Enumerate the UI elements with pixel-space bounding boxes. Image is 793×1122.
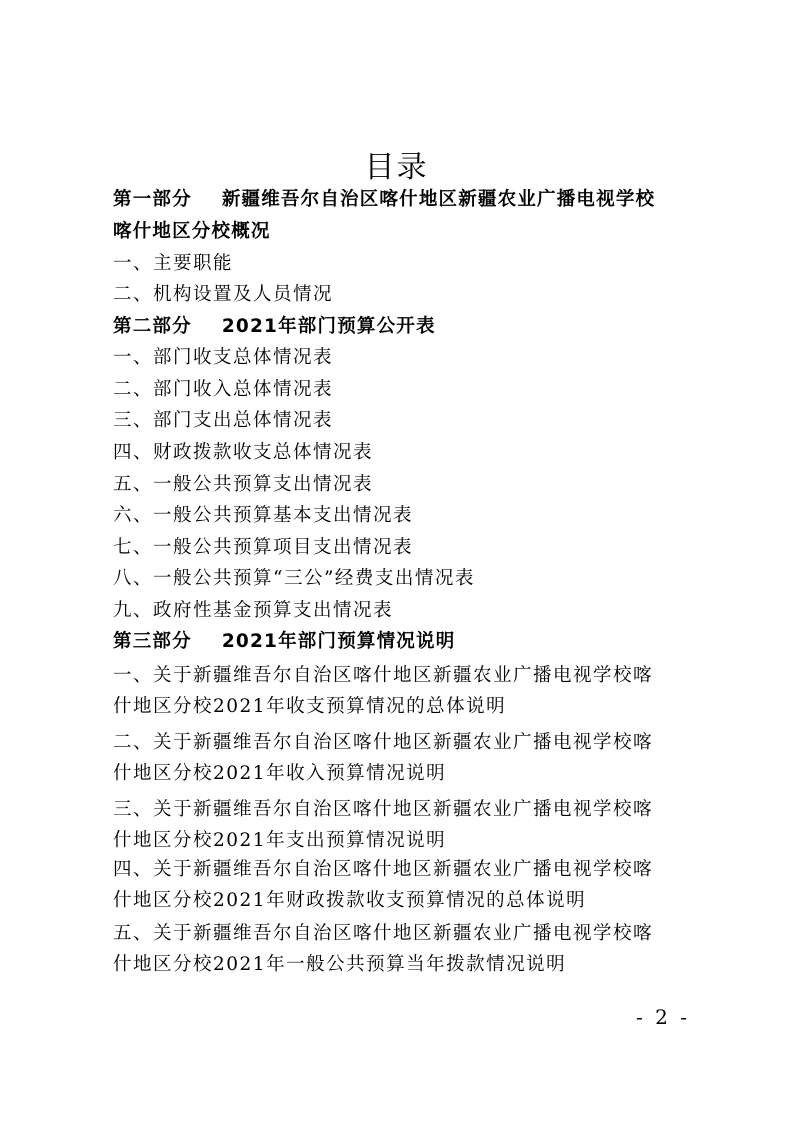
- toc-item-line: 三、关于新疆维吾尔自治区喀什地区新疆农业广播电视学校喀: [113, 799, 654, 820]
- part3-label: 第三部分: [113, 631, 192, 652]
- part2-title: 2021年部门预算公开表: [221, 316, 436, 337]
- toc-item-line: 什地区分校2021年支出预算情况说明: [113, 830, 447, 851]
- toc-item-line: 什地区分校2021年收入预算情况说明: [113, 763, 447, 784]
- part1-title-line1: 新疆维吾尔自治区喀什地区新疆农业广播电视学校: [221, 189, 656, 210]
- toc-item-p2-5[interactable]: 五、一般公共预算支出情况表: [113, 474, 374, 495]
- toc-title: 目录: [364, 150, 429, 185]
- toc-item-line: 五、关于新疆维吾尔自治区喀什地区新疆农业广播电视学校喀: [113, 923, 654, 944]
- toc-item-p2-2[interactable]: 二、部门收入总体情况表: [113, 379, 334, 400]
- part2-label: 第二部分: [113, 316, 192, 337]
- toc-item-p2-4[interactable]: 四、财政拨款收支总体情况表: [113, 442, 374, 463]
- toc-item-line: 一、关于新疆维吾尔自治区喀什地区新疆农业广播电视学校喀: [113, 665, 654, 686]
- toc-item-p2-7[interactable]: 七、一般公共预算项目支出情况表: [113, 537, 414, 558]
- toc-item-p2-8[interactable]: 八、一般公共预算“三公”经费支出情况表: [113, 568, 475, 589]
- toc-item-p2-9[interactable]: 九、政府性基金预算支出情况表: [113, 600, 394, 621]
- part1-title-line2: 喀什地区分校概况: [113, 221, 271, 242]
- toc-item-p2-1[interactable]: 一、部门收支总体情况表: [113, 347, 334, 368]
- toc-item-p2-6[interactable]: 六、一般公共预算基本支出情况表: [113, 505, 414, 526]
- part3-heading: [113, 628, 455, 656]
- toc-item-p1-2[interactable]: 二、机构设置及人员情况: [113, 284, 334, 305]
- part3-title: 2021年部门预算情况说明: [221, 631, 456, 652]
- toc-item-p2-3[interactable]: 三、部门支出总体情况表: [113, 410, 334, 431]
- part1-label: 第一部分: [113, 189, 192, 210]
- part2-heading: [113, 313, 436, 341]
- toc-item-line: 四、关于新疆维吾尔自治区喀什地区新疆农业广播电视学校喀: [113, 859, 654, 880]
- toc-item-line: 什地区分校2021年财政拨款收支预算情况的总体说明: [113, 890, 587, 911]
- toc-item-p1-1[interactable]: 一、主要职能: [113, 253, 234, 274]
- page-number: - 2 -: [636, 1005, 690, 1029]
- toc-item-line: 二、关于新疆维吾尔自治区喀什地区新疆农业广播电视学校喀: [113, 732, 654, 753]
- toc-item-line: 什地区分校2021年收支预算情况的总体说明: [113, 696, 507, 717]
- part1-heading: [113, 186, 655, 214]
- toc-item-line: 什地区分校2021年一般公共预算当年拨款情况说明: [113, 954, 567, 975]
